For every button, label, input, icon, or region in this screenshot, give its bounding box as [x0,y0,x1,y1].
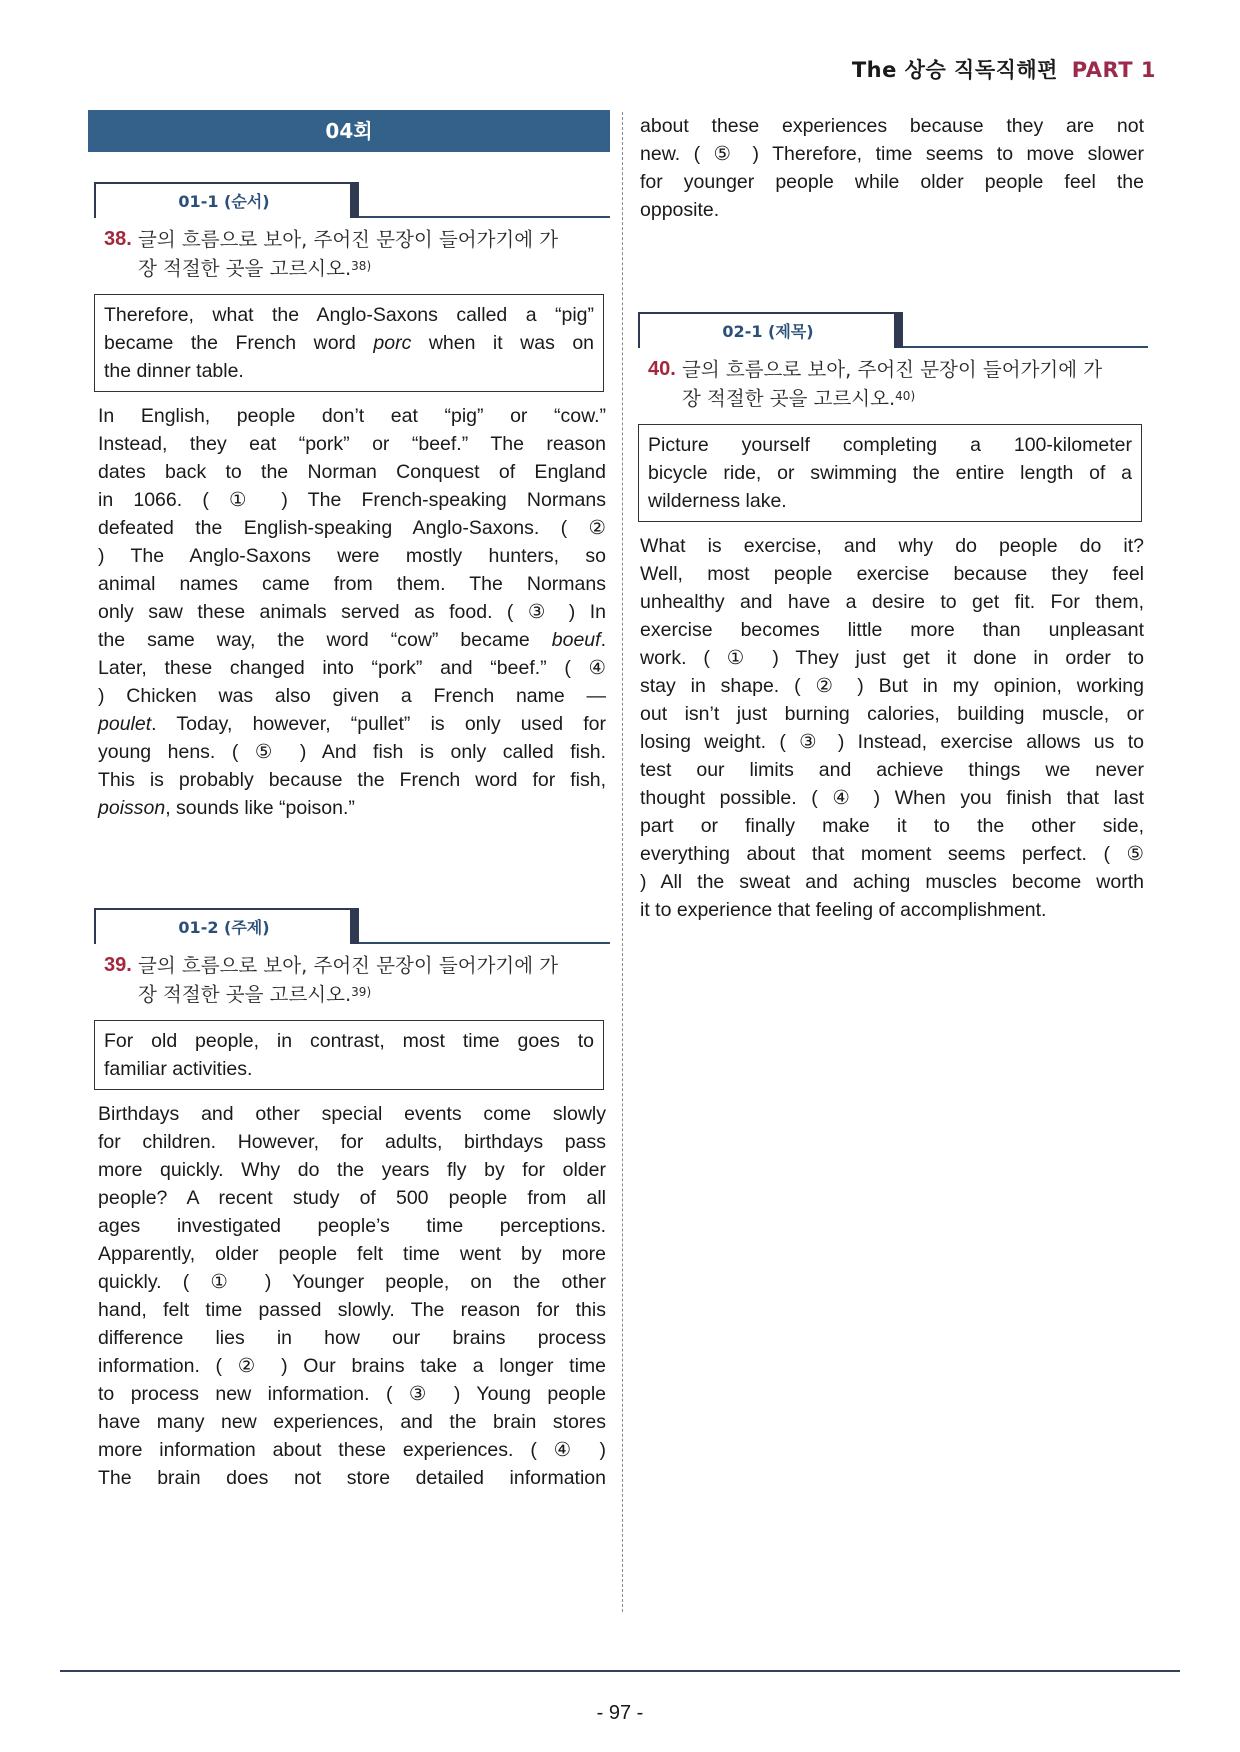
passage-line: out isn’t just burning calories, building muscle, or [640,703,1144,725]
footnote-marker: 38) [351,259,372,273]
page-number: - 97 - [596,1702,644,1724]
passage-line: exercise becomes little more than unpleasant [640,619,1144,641]
passage-line: Apparently, older people felt time went by more [98,1243,606,1265]
passage-line: ) All the sweat and aching muscles become worth [640,871,1144,893]
passage-line: Instead, they eat “pork” or “beef.” The reason [98,433,606,455]
given-sentence-box [94,294,604,392]
passage-line: The brain does not store detailed information [98,1467,606,1489]
passage-line: This is probably because the French word for fish, [98,769,606,791]
passage-line: What is exercise, and why do people do it? [640,535,1144,557]
column-divider [622,112,623,1612]
right-column [640,110,1148,924]
given-sentence-box [94,1020,604,1090]
instruction-line: 장 적절한 곳을 고르시오. [138,257,352,280]
left-column [88,110,610,1492]
passage-line: quickly. ( ① ) Younger people, on the other [98,1271,606,1293]
footnote-marker: 39) [351,985,372,999]
given-line: the dinner table. [104,360,244,382]
italic-word: porc [373,332,412,354]
passage-line: ) Chicken was also given a French name — [98,685,606,707]
passage-line: unhealthy and have a desire to get fit. For them, [640,591,1144,613]
section-tab-38 [88,182,610,218]
instruction-line: 글의 흐름으로 보아, 주어진 문장이 들어가기에 가 [138,954,559,977]
passage-line: Later, these changed into “pork” and “beef.” ( ④ [98,657,606,679]
passage-line: information. ( ② ) Our brains take a longer time [98,1355,606,1377]
passage-line: the same way, the word “cow” became boeuf. [98,629,606,651]
section-tab-label: 02-1 (제목) [638,312,896,348]
passage-line: it to experience that feeling of accomplishment. [640,899,1047,921]
passage-line: opposite. [640,199,720,221]
passage-line: stay in shape. ( ② ) But in my opinion, working [640,675,1144,697]
passage-line: everything about that moment seems perfect. ( ⑤ [640,843,1144,865]
passage-39-continued [640,112,1144,224]
running-header [852,54,1156,84]
passage-40 [640,532,1144,924]
given-line: Therefore, what the Anglo-Saxons called a “pig” [104,304,594,326]
passage-39 [98,1100,606,1492]
passage-line: test our limits and achieve things we never [640,759,1144,781]
italic-word: boeuf [551,629,601,651]
footer-rule [60,1670,1180,1672]
passage-line: have many new experiences, and the brain stores [98,1411,606,1433]
passage-line: people? A recent study of 500 people from all [98,1187,606,1209]
passage-line: hand, felt time passed slowly. The reason for this [98,1299,606,1321]
passage-line: poisson, sounds like “poison.” [98,797,355,819]
passage-line: new. ( ⑤ ) Therefore, time seems to move slower [640,143,1144,165]
section-tab-label: 01-2 (주제) [94,908,352,944]
passage-line: dates back to the Norman Conquest of England [98,461,606,483]
section-tab-39 [88,908,610,944]
passage-line: thought possible. ( ④ ) When you finish that last [640,787,1144,809]
passage-line: poulet. Today, however, “pullet” is only used for [98,713,606,735]
footnote-marker: 40) [895,389,916,403]
given-line: wilderness lake. [648,490,787,512]
instruction-line: 장 적절한 곳을 고르시오. [138,983,352,1006]
given-line: familiar activities. [104,1058,253,1080]
passage-line: more quickly. Why do the years fly by for older [98,1159,606,1181]
passage-line: for children. However, for adults, birthdays pass [98,1131,606,1153]
instruction-line: 글의 흐름으로 보아, 주어진 문장이 들어가기에 가 [138,228,559,251]
passage-line: for younger people while older people feel the [640,171,1144,193]
given-line: bicycle ride, or swimming the entire length of a [648,462,1132,484]
passage-line: difference lies in how our brains process [98,1327,606,1349]
passage-line: only saw these animals served as food. ( ③ ) In [98,601,606,623]
passage-line: Birthdays and other special events come slowly [98,1103,606,1125]
question-number: 39. [104,954,132,976]
question-number: 38. [104,228,132,250]
passage-line: young hens. ( ⑤ ) And fish is only called fish. [98,741,606,763]
part-label: PART 1 [1071,58,1156,82]
passage-line: ) The Anglo-Saxons were mostly hunters, so [98,545,606,567]
passage-line: defeated the English-speaking Anglo-Saxons. ( ② [98,517,606,539]
passage-line: work. ( ① ) They just get it done in order to [640,647,1144,669]
instruction-line: 장 적절한 곳을 고르시오. [682,387,896,410]
italic-word: poulet [98,713,152,735]
passage-line: part or finally make it to the other side, [640,815,1144,837]
passage-line: In English, people don’t eat “pig” or “cow.” [98,405,606,427]
given-line: For old people, in contrast, most time goes to [104,1030,594,1052]
section-tab-40 [632,312,1148,348]
instruction-line: 글의 흐름으로 보아, 주어진 문장이 들어가기에 가 [682,358,1103,381]
given-line: Picture yourself completing a 100-kilometer [648,434,1132,456]
question-39 [88,952,610,1008]
book-title: The 상승 직독직해편 [851,58,1058,82]
passage-line: in 1066. ( ① ) The French-speaking Normans [98,489,606,511]
section-tab-label: 01-1 (순서) [94,182,352,218]
passage-line: more information about these experiences. ( ④ ) [98,1439,606,1461]
given-sentence-box [638,424,1142,522]
question-number: 40. [648,358,676,380]
given-line: became the French word porc when it was on [104,332,595,354]
passage-line: losing weight. ( ③ ) Instead, exercise allows us to [640,731,1144,753]
passage-line: ages investigated people’s time perceptions. [98,1215,606,1237]
passage-line: to process new information. ( ③ ) Young people [98,1383,606,1405]
passage-line: Well, most people exercise because they feel [640,563,1144,585]
question-38 [88,226,610,282]
passage-line: about these experiences because they are not [640,115,1144,137]
question-40 [632,356,1148,412]
passage-line: animal names came from them. The Normans [98,573,606,595]
italic-word: poisson [98,797,166,819]
round-banner: 04회 [88,110,610,152]
passage-38 [98,402,606,822]
